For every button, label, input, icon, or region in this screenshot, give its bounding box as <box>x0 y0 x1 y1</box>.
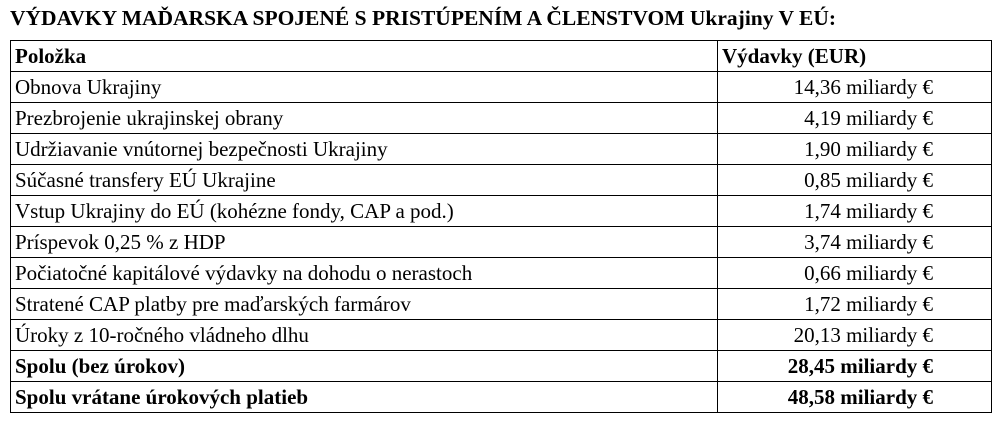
expenses-table <box>10 40 992 413</box>
row-item-label: Súčasné transfery EÚ Ukrajine <box>11 165 718 196</box>
row-item-label: Udržiavanie vnútornej bezpečnosti Ukrajiny <box>11 134 718 165</box>
page-title: VÝDAVKY MAĎARSKA SPOJENÉ S PRISTÚPENÍM A ČLENSTVOM Ukrajiny V EÚ: <box>10 6 837 30</box>
row-item-label: Stratené CAP platby pre maďarských farmárov <box>11 289 718 320</box>
row-item-value: 0,85 miliardy € <box>718 165 992 196</box>
row-item-label: Úroky z 10-ročného vládneho dlhu <box>11 320 718 351</box>
row-item-value: 1,74 miliardy € <box>718 196 992 227</box>
row-item-value: 1,90 miliardy € <box>718 134 992 165</box>
table-row <box>11 320 992 351</box>
table-row <box>11 258 992 289</box>
row-item-value: 0,66 miliardy € <box>718 258 992 289</box>
total-row-without-interest <box>11 351 992 382</box>
row-item-label: Vstup Ukrajiny do EÚ (kohézne fondy, CAP a pod.) <box>11 196 718 227</box>
total-value: 48,58 miliardy € <box>718 382 992 413</box>
table-row <box>11 103 992 134</box>
row-item-label: Príspevok 0,25 % z HDP <box>11 227 718 258</box>
total-value: 28,45 miliardy € <box>718 351 992 382</box>
row-item-label: Počiatočné kapitálové výdavky na dohodu o nerastoch <box>11 258 718 289</box>
total-row-with-interest <box>11 382 992 413</box>
total-label: Spolu (bez úrokov) <box>11 351 718 382</box>
row-item-value: 20,13 miliardy € <box>718 320 992 351</box>
column-header-value: Výdavky (EUR) <box>718 41 992 72</box>
table-header-row <box>11 41 992 72</box>
table-row <box>11 72 992 103</box>
row-item-label: Obnova Ukrajiny <box>11 72 718 103</box>
row-item-value: 3,74 miliardy € <box>718 227 992 258</box>
row-item-value: 14,36 miliardy € <box>718 72 992 103</box>
table-row <box>11 227 992 258</box>
table-row <box>11 165 992 196</box>
row-item-value: 4,19 miliardy € <box>718 103 992 134</box>
table-row <box>11 134 992 165</box>
row-item-label: Prezbrojenie ukrajinskej obrany <box>11 103 718 134</box>
table-row <box>11 289 992 320</box>
table-row <box>11 196 992 227</box>
total-label: Spolu vrátane úrokových platieb <box>11 382 718 413</box>
column-header-item: Položka <box>11 41 718 72</box>
row-item-value: 1,72 miliardy € <box>718 289 992 320</box>
